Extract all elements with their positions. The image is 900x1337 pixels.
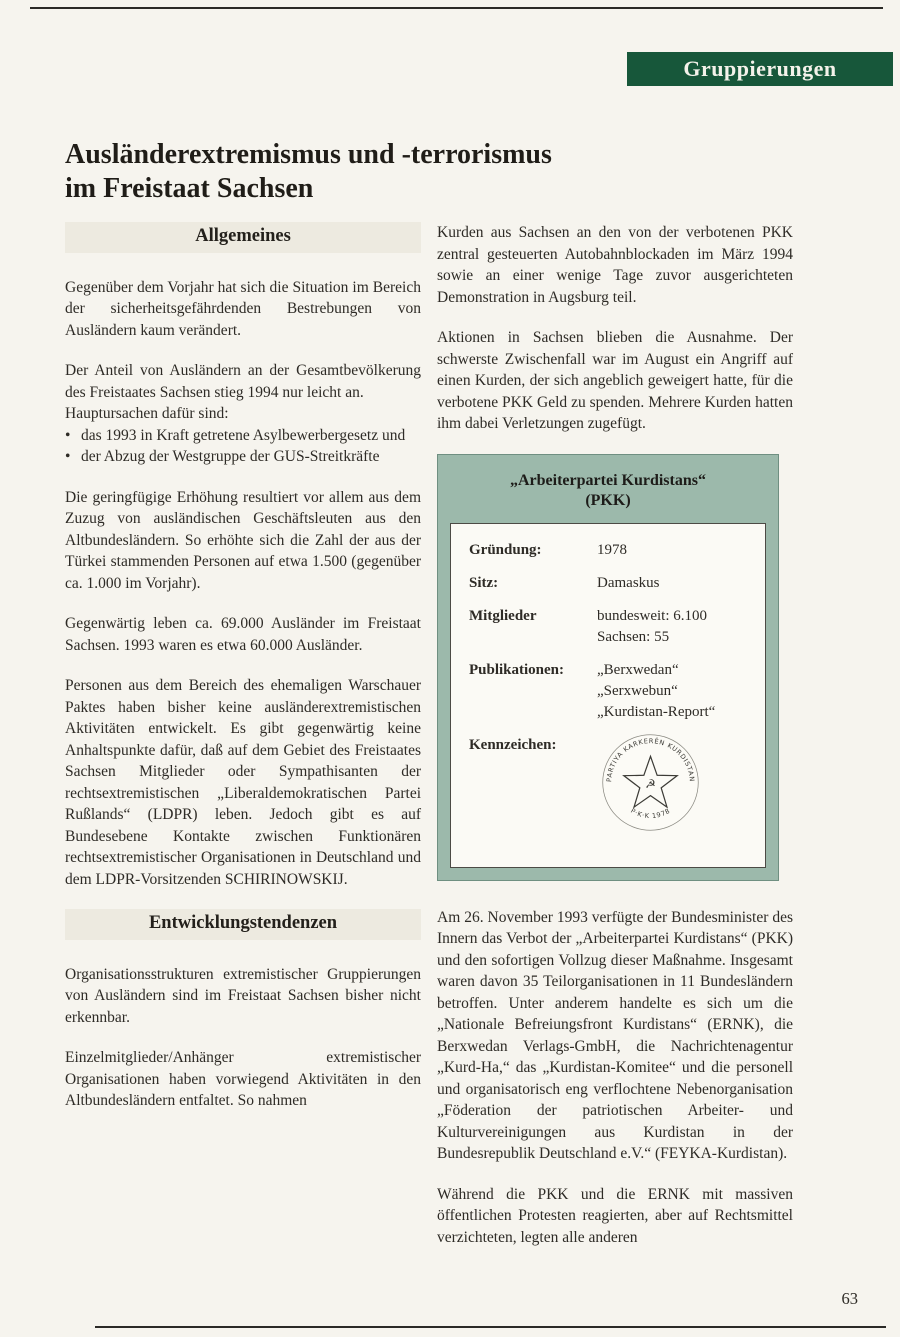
info-value: Damaskus (597, 574, 660, 591)
pkk-emblem-icon (599, 731, 702, 834)
paragraph: Personen aus dem Bereich des ehemaligen Warschauer Paktes haben bisher keine ausländerextremistischen Aktivitäten entwickelt. Es gibt gegenwärtig keine Anhaltspunkte dafür, daß auf dem Gebiet des Freistaates Sachsen Mitglieder oder Sympathisanten der rechtsextremistischen „Liberaldemokratischen Partei Rußlands“ (LDPR) leben. Jedoch gibt es auf Bundesebene Kontakte zwischen Funktionären rechtsextremistischer Organisationen in Deutschland und dem LDPR-Vorsitzenden SCHIRINOWSKIJ. (65, 677, 421, 888)
right-column (437, 222, 793, 1267)
info-value: „Kurdistan-Report“ (597, 703, 716, 720)
info-row-sitz (469, 573, 749, 594)
bottom-rule (95, 1326, 886, 1328)
section-badge (627, 52, 893, 86)
bullet-item (65, 425, 421, 447)
paragraph: Gegenwärtig leben ca. 69.000 Ausländer im Freistaat Sachsen. 1993 waren es etwa 60.000 Ausländer. (65, 615, 421, 654)
left-column (65, 222, 421, 1131)
emblem-text-top: PARTIYA KARKERÊN KURDISTAN (605, 736, 696, 782)
emblem-text-bottom: P·K·K 1978 (629, 806, 672, 820)
bullet-text: • der Abzug der Westgruppe der GUS-Streitkräfte (81, 448, 380, 465)
pkk-box-title (450, 471, 766, 511)
pkk-info-box (437, 454, 779, 881)
info-row-mitglieder (469, 606, 749, 648)
emblem-hammer-sickle-icon: ☭ (645, 776, 656, 791)
info-value: Sachsen: 55 (597, 628, 670, 645)
info-label: Mitglieder (469, 607, 537, 624)
pkk-box-title-line1: „Arbeiterpartei Kurdistans“ (510, 471, 706, 489)
info-value: „Serxwebun“ (597, 682, 678, 699)
paragraph: Am 26. November 1993 verfügte der Bundesminister des Innern das Verbot der „Arbeiterpartei Kurdistans“ (PKK) und den sofortigen Vollzug dieser Maßnahme. Insgesamt waren davon 35 Teilorganisationen in 11 Bundesländern betroffen. Unter anderem handelte es sich um die „Nationale Befreiungsfront Kurdistans“ (ERNK), die Berxwedan Verlags-GmbH, die Nachrichtenagentur „Kurd-Ha,“ das „Kurdistan-Komitee“ und die personell und organisatorisch eng verflochtene Nebenorganisation „Föderation der patriotischen Arbeiter- und Kulturvereinigungen aus Kurdistan in der Bundesrepublik Deutschland e.V.“ (FEYKA-Kurdistan). (437, 908, 793, 1162)
heading-allgemeines: Allgemeines (65, 222, 421, 253)
page-number: 63 (841, 1289, 858, 1308)
paragraph: Aktionen in Sachsen blieben die Ausnahme. Der schwerste Zwischenfall war im August ein Angriff auf einen Kurden, der sich angeblich geweigert hatte, für die verbotene PKK Geld zu spenden. Mehrere Kurden hatten ihm dabei Verletzungen zugefügt. (437, 329, 793, 432)
pkk-box-body (450, 523, 766, 868)
info-label: Kennzeichen: (469, 736, 557, 753)
paragraph: Einzelmitglieder/Anhänger extremistischer Organisationen haben vorwiegend Aktivitäten in den Altbundesländern entfaltet. So nahmen (65, 1049, 421, 1109)
page-title-line1: Ausländerextremismus und -terrorismus (65, 139, 552, 170)
info-row-publikationen (469, 660, 749, 723)
paragraph: Organisationsstrukturen extremistischer Gruppierungen von Ausländern sind im Freistaat Sachsen bisher nicht erkennbar. (65, 965, 421, 1026)
paragraph: Kurden aus Sachsen an den von der verbotenen PKK zentral gesteuerten Autobahnblockaden im März 1994 sowie an einer wenige Tage zuvor ausgerichteten Demonstration in Augsburg teil. (437, 224, 793, 306)
pkk-box-title-line2: (PKK) (585, 491, 631, 509)
info-row-kennzeichen (469, 735, 749, 841)
info-label: Sitz: (469, 574, 499, 591)
heading-entwicklungstendenzen: Entwicklungstendenzen (65, 909, 421, 940)
paragraph: Die geringfügige Erhöhung resultiert vor allem aus dem Zuzug von ausländischen Geschäftsleuten aus den Altbundesländern. So erhöhte sich die Zahl der aus der Türkei stammenden Personen auf etwa 1.500 (gegenüber ca. 1.000 im Vorjahr). (65, 488, 421, 592)
info-value: bundesweit: 6.100 (597, 607, 707, 624)
info-label: Publikationen: (469, 661, 565, 678)
page-title (65, 138, 665, 206)
paragraph: Der Anteil von Ausländern an der Gesamtbevölkerung des Freistaates Sachsen stieg 1994 nur leicht an. (65, 362, 421, 401)
top-rule (30, 7, 883, 9)
paragraph: Hauptursachen dafür sind: (65, 405, 229, 422)
paragraph: Gegenüber dem Vorjahr hat sich die Situation im Bereich der sicherheitsgefährdenden Bestrebungen von Ausländern kaum verändert. (65, 278, 421, 339)
info-row-gruendung (469, 540, 749, 561)
bullet-list (65, 425, 421, 468)
page-title-line2: im Freistaat Sachsen (65, 173, 314, 205)
info-label: Gründung: (469, 541, 542, 558)
section-badge-label: Gruppierungen (683, 56, 837, 81)
paragraph: Während die PKK und die ERNK mit massiven öffentlichen Protesten reagierten, aber auf Rechtsmittel verzichteten, legten alle anderen (437, 1185, 793, 1246)
bullet-item (65, 446, 421, 468)
bullet-text: • das 1993 in Kraft getretene Asylbewerbergesetz und (81, 426, 406, 444)
info-value: „Berxwedan“ (597, 661, 679, 678)
info-value: 1978 (597, 541, 627, 558)
